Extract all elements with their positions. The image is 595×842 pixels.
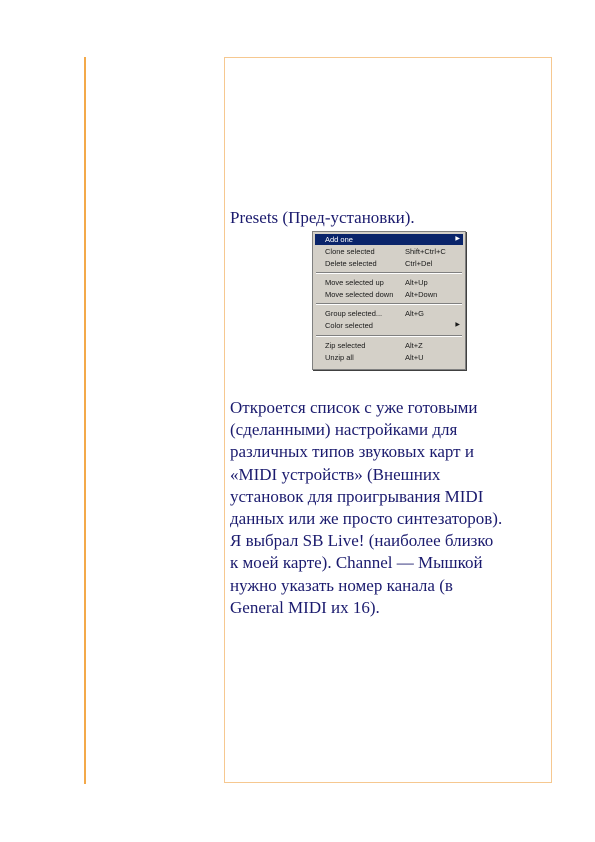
menu-item-color-selected[interactable] (315, 320, 463, 331)
menu-item-label: Delete selected (325, 259, 377, 268)
menu-item-shortcut: Alt+Down (405, 290, 438, 299)
body-line: General MIDI их 16). (230, 597, 380, 617)
menu-item-move-up[interactable] (315, 277, 463, 288)
body-line: установок для проигрывания MIDI (230, 486, 484, 506)
menu-item-label: Move selected up (325, 278, 384, 287)
body-line: данных или же просто синтезаторов). (230, 509, 503, 529)
menu-item-shortcut: Alt+G (405, 309, 424, 318)
body-line: Откроется список с уже готовыми (230, 398, 478, 417)
menu-item-unzip-all[interactable] (315, 352, 463, 363)
menu-item-label: Clone selected (325, 247, 375, 256)
menu-separator (316, 303, 462, 305)
menu-item-add-one[interactable] (315, 234, 463, 245)
menu-item-shortcut: Alt+Z (405, 341, 423, 350)
body-line: (сделанными) настройками для (230, 420, 458, 440)
menu-separator (316, 335, 462, 337)
menu-item-shortcut: Ctrl+Del (405, 259, 433, 268)
left-margin-rule (84, 57, 86, 784)
menu-item-label: Zip selected (325, 341, 366, 350)
body-line: к моей карте). Channel — Мышкой (230, 553, 483, 573)
menu-item-shortcut: Shift+Ctrl+C (405, 247, 446, 256)
body-line: Я выбрал SB Live! (наиболее близко (230, 531, 494, 551)
menu-item-label: Move selected down (325, 290, 394, 299)
submenu-arrow-icon: ▶ (455, 322, 460, 328)
context-menu (312, 231, 466, 370)
menu-item-move-down[interactable] (315, 289, 463, 300)
submenu-arrow-icon: ▶ (455, 236, 460, 242)
body-paragraph (230, 397, 550, 619)
menu-item-shortcut: Alt+U (405, 353, 424, 362)
menu-item-clone-selected[interactable] (315, 246, 463, 257)
presets-heading: Presets (Пред-установки). (230, 208, 415, 227)
menu-item-label: Add one (325, 235, 353, 244)
menu-item-label: Unzip all (325, 353, 354, 362)
menu-item-label: Color selected (325, 321, 373, 330)
body-line: «MIDI устройств» (Внешних (230, 464, 441, 484)
menu-separator (316, 272, 462, 274)
menu-item-shortcut: Alt+Up (405, 278, 428, 287)
menu-item-group-selected[interactable] (315, 308, 463, 319)
body-line: нужно указать номер канала (в (230, 575, 453, 595)
menu-item-label: Group selected... (325, 309, 383, 318)
menu-item-zip-selected[interactable] (315, 340, 463, 351)
body-line: различных типов звуковых карт и (230, 442, 474, 462)
menu-item-delete-selected[interactable] (315, 258, 463, 269)
